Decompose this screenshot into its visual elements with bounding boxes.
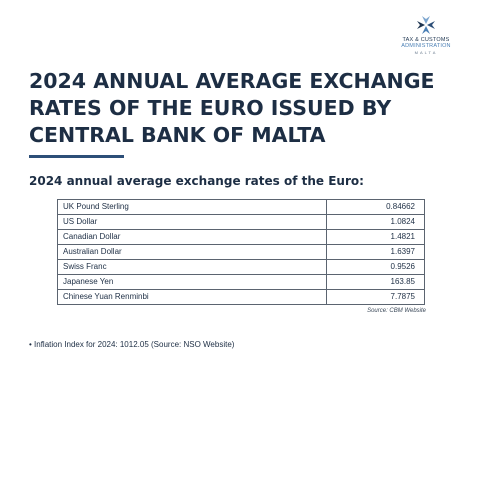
table-row xyxy=(58,275,425,290)
table-row xyxy=(58,245,425,260)
rate-cell: 0.9526 xyxy=(327,260,425,275)
page-title: 2024 ANNUAL AVERAGE EXCHANGE RATES OF THE EURO ISSUED BY CENTRAL BANK OF MALTA xyxy=(29,69,435,147)
table-row xyxy=(58,200,425,215)
currency-cell: Australian Dollar xyxy=(58,245,327,260)
table-row xyxy=(58,260,425,275)
logo-text-line3: MALTA xyxy=(414,50,438,55)
rate-cell: 7.7875 xyxy=(327,290,425,305)
exchange-rates-table xyxy=(57,199,425,305)
currency-cell: UK Pound Sterling xyxy=(58,200,327,215)
currency-cell: Japanese Yen xyxy=(58,275,327,290)
rate-cell: 1.4821 xyxy=(327,230,425,245)
table-row xyxy=(58,215,425,230)
currency-cell: US Dollar xyxy=(58,215,327,230)
rate-cell: 1.6397 xyxy=(327,245,425,260)
rate-cell: 1.0824 xyxy=(327,215,425,230)
inflation-note: • Inflation Index for 2024: 1012.05 (Source: NSO Website) xyxy=(29,340,235,349)
section-subtitle: 2024 annual average exchange rates of the Euro: xyxy=(29,174,364,188)
logo-text-line2: ADMINISTRATION xyxy=(401,43,451,49)
currency-cell: Canadian Dollar xyxy=(58,230,327,245)
rate-cell: 163.85 xyxy=(327,275,425,290)
rate-cell: 0.84662 xyxy=(327,200,425,215)
table-row xyxy=(58,290,425,305)
tca-logo xyxy=(396,14,456,55)
currency-cell: Swiss Franc xyxy=(58,260,327,275)
source-caption: Source: CBM Website xyxy=(367,308,426,314)
table-row xyxy=(58,230,425,245)
logo-text-line1: TAX & CUSTOMS xyxy=(402,37,450,43)
maltese-cross-icon xyxy=(415,14,437,36)
title-divider xyxy=(29,155,124,158)
currency-cell: Chinese Yuan Renminbi xyxy=(58,290,327,305)
